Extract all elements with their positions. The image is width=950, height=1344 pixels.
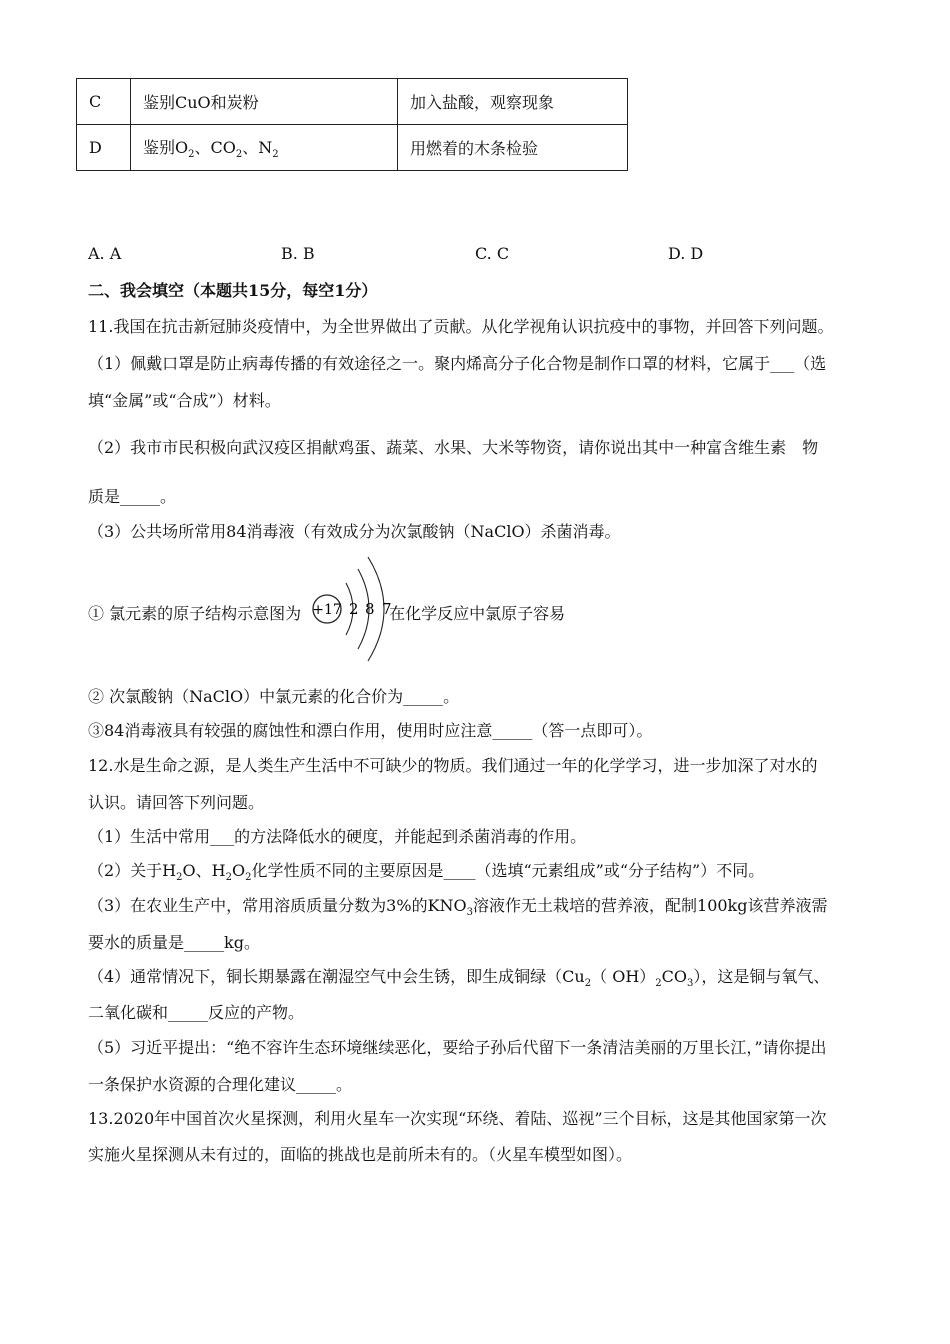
- q13-stem-cont: 实施火星探测从未有过的，面临的挑战也是前所未有的。（火星车模型如图）。: [88, 1145, 633, 1164]
- q11-part1-cont: 填“金属”或“合成”）材料。: [88, 391, 281, 410]
- table-row: [77, 125, 628, 171]
- q11-part3: （3）公共场所常用84消毒液（有效成分为次氯酸钠（NaClO）杀菌消毒。: [88, 522, 621, 541]
- q12-part4: （4）通常情况下，铜长期暴露在潮湿空气中会生锈，即生成铜绿（$Cu_2$（ $OH)_2CO_3$），这是铜与氧气、: [88, 967, 830, 990]
- q11-sub2: ② 次氯酸钠（NaClO）中氯元素的化合价为_____。: [88, 687, 460, 706]
- row-label: D: [77, 125, 131, 171]
- q13-stem: 13.2020年中国首次火星探测，利用火星车一次实现“环绕、着陆、巡视”三个目标，这是其他国家第一次: [88, 1109, 827, 1128]
- q12-part5: （5）习近平提出：“绝不容许生态环境继续恶化，要给子孙后代留下一条清洁美丽的万里长江，”请你提出: [88, 1038, 827, 1057]
- q12-stem: 12.水是生命之源，是人类生产生活中不可缺少的物质。我们通过一年的化学学习，进一步加深了对水的: [88, 756, 818, 775]
- shell-electrons-1: 2: [349, 600, 359, 618]
- q12-part2: （2）关于$H_2O$、$H_2O_2$化学性质不同的主要原因是____（选填“元素组成”或“分子结构”）不同。: [88, 861, 765, 884]
- chlorine-atom-diagram: [88, 555, 408, 667]
- choice-b[interactable]: B. B: [281, 244, 315, 263]
- shell-electrons-3: 7: [382, 600, 392, 618]
- row-item: 鉴别$O_2$、$CO_2$、$N_2$: [131, 125, 398, 171]
- nucleus-charge: +17: [312, 602, 342, 618]
- row-item: 鉴别CuO和炭粉: [131, 79, 398, 125]
- q12-part3-cont: 要水的质量是_____kg。: [88, 933, 260, 952]
- section-title: 二、我会填空（本题共15分，每空1分）: [88, 281, 378, 300]
- table-row: [77, 79, 628, 125]
- shell-electrons-2: 8: [365, 600, 375, 618]
- row-method: 加入盐酸，观察现象: [398, 79, 628, 125]
- q12-part5-cont: 一条保护水资源的合理化建议_____。: [88, 1075, 353, 1094]
- q12-stem-cont: 认识。请回答下列问题。: [88, 793, 265, 812]
- q12-part4-cont: 二氧化碳和_____反应的产物。: [88, 1003, 305, 1022]
- q11-sub1: ① 氯元素的原子结构示意图为 在化学反应中氯原子容易: [88, 604, 566, 623]
- q11-part2: （2）我市市民积极向武汉疫区捐献鸡蛋、蔬菜、水果、大米等物资，请你说出其中一种富含维生素 物: [88, 438, 819, 457]
- q12-part1: （1）生活中常用___的方法降低水的硬度，并能起到杀菌消毒的作用。: [88, 827, 587, 846]
- q11-stem: 11.我国在抗击新冠肺炎疫情中，为全世界做出了贡献。从化学视角认识抗疫中的事物，并回答下列问题。: [88, 317, 834, 336]
- choice-a[interactable]: A. A: [88, 244, 122, 263]
- q11-sub3: ③84消毒液具有较强的腐蚀性和漂白作用，使用时应注意_____（答一点即可）。: [88, 721, 653, 740]
- options-table: [76, 78, 628, 171]
- q12-part3: （3）在农业生产中，常用溶质质量分数为3%的$KNO_3$溶液作无土栽培的营养液，配制100kg该营养液需: [88, 896, 828, 919]
- q11-part2-cont: 质是_____。: [88, 487, 177, 506]
- row-method: 用燃着的木条检验: [398, 125, 628, 171]
- choice-c[interactable]: C. C: [475, 244, 510, 263]
- q11-part1: （1）佩戴口罩是防止病毒传播的有效途径之一。聚内烯高分子化合物是制作口罩的材料，它属于___（选: [88, 354, 827, 373]
- choice-d[interactable]: D. D: [668, 244, 704, 263]
- row-label: C: [77, 79, 131, 125]
